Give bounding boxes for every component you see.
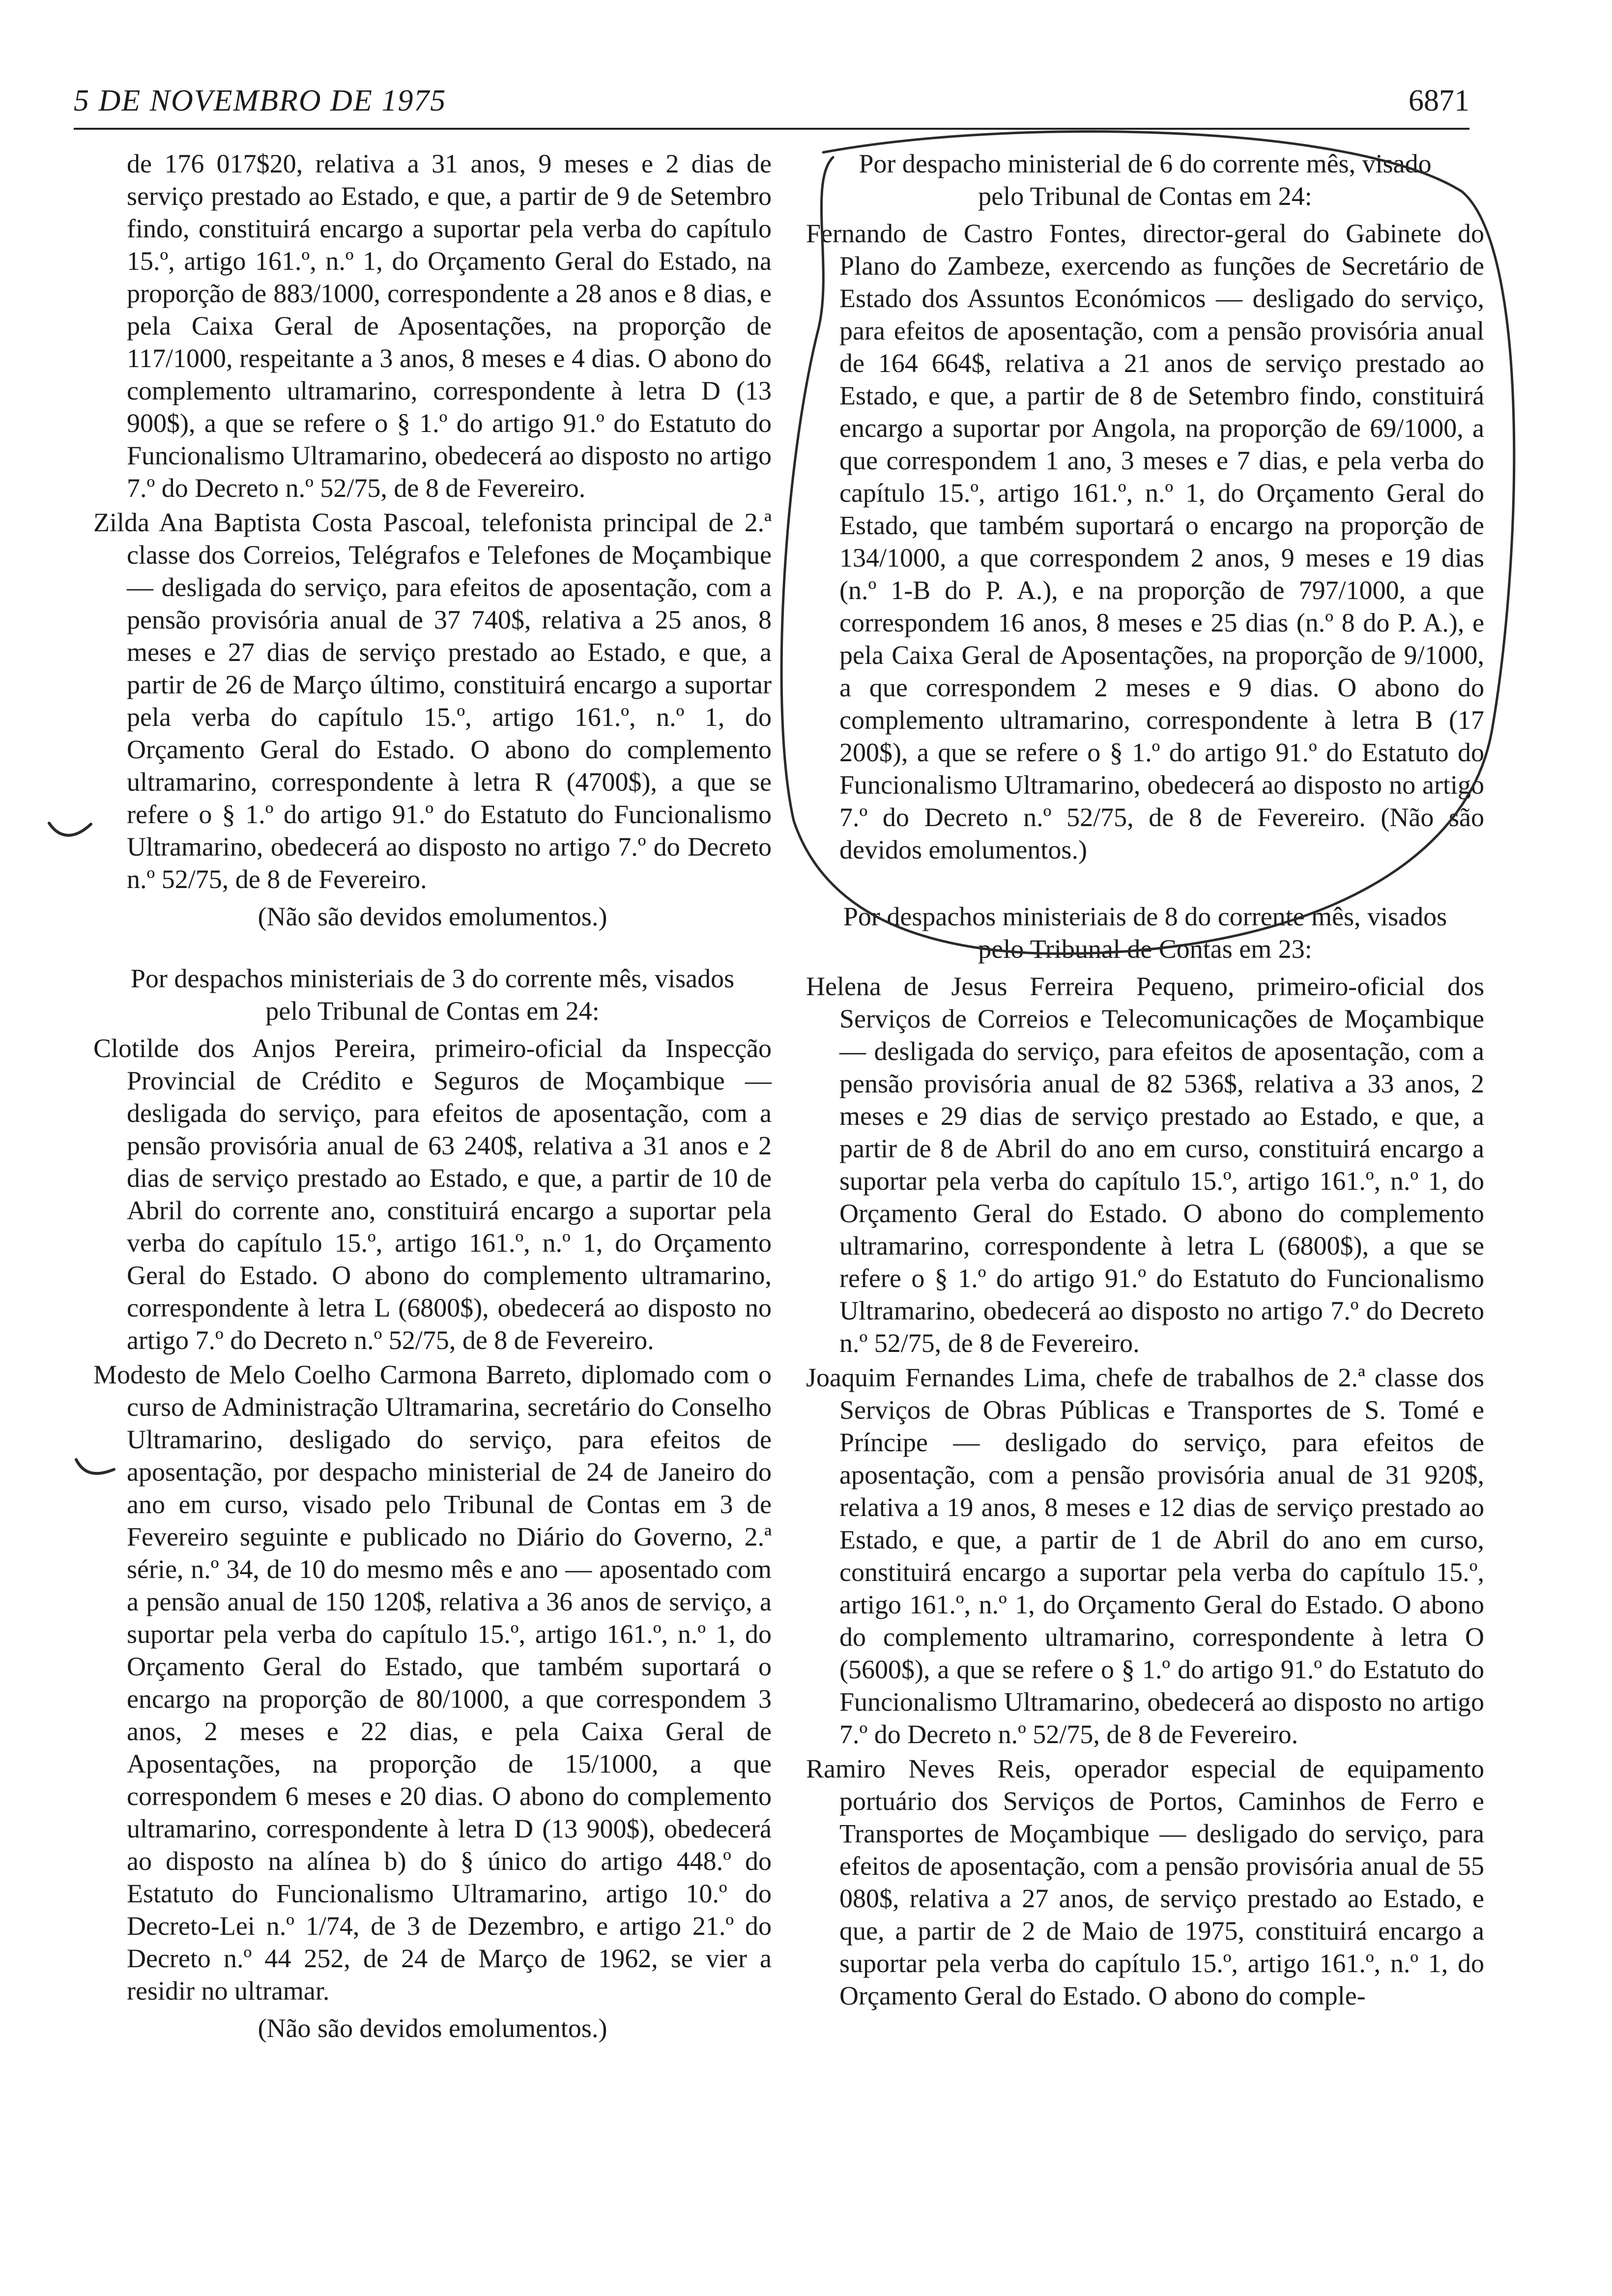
entry-clotilde-pereira: Clotilde dos Anjos Pereira, primeiro-oficial da Inspecção Provincial de Crédito e Seguros de Moçambique — desligada do serviço, para efeitos de aposentação, com a pensão provisória anual de 63 240$, relativa a 31 anos e 2 dias de serviço prestado ao Estado, e que, a partir de 10 de Abril do corrente ano, constituirá encargo a suportar pela verba do capítulo 15.º, artigo 161.º, n.º 1, do Orçamento Geral do Estado. O abono do complemento ultramarino, correspondente à letra L (6800$), obedecerá ao disposto no artigo 7.º do Decreto n.º 52/75, de 8 de Fevereiro. bbox=[93, 1033, 772, 1355]
entry-zilda-pascoal: Zilda Ana Baptista Costa Pascoal, telefonista principal de 2.ª classe dos Correios, Telégrafos e Telefones de Moçambique — desligada do serviço, para efeitos de aposentação, com a pensão provisória anual de 37 740$, relativa a 25 anos, 8 meses e 27 dias de serviço prestado ao Estado, e que, a partir de 26 de Março último, constituirá encargo a suportar pela verba do capítulo 15.º, artigo 161.º, n.º 1, do Orçamento Geral do Estado. O abono do complemento ultramarino, correspondente à letra R (4700$), a que se refere o § 1.º do artigo 91.º do Estatuto do Funcionalismo Ultramarino, obedecerá ao disposto no artigo 7.º do Decreto n.º 52/75, de 8 de Fevereiro. bbox=[93, 508, 772, 894]
entry-fernando-fontes: Fernando de Castro Fontes, director-geral do Gabinete do Plano do Zambeze, exercendo as funções de Secretário de Estado dos Assuntos Económicos — desligado do serviço, para efeitos de aposentação, com a pensão provisória anual de 164 664$, relativa a 21 anos de serviço prestado ao Estado, e que, a partir de 8 de Setembro findo, constituirá encargo a suportar por Angola, na proporção de 69/1000, a que correspondem 1 ano, 3 meses e 7 dias, e pela verba do capítulo 15.º, artigo 161.º, n.º 1, do Orçamento Geral do Estado, que também suportará o encargo na proporção de 134/1000, a que correspondem 2 anos, 9 meses e 19 dias (n.º 1-B do P. A.), e na proporção de 797/1000, a que correspondem 16 anos, 8 meses e 25 dias (n.º 8 do P. A.), e pela Caixa Geral de Aposentações, na proporção de 9/1000, a que correspondem 2 meses e 9 dias. O abono do complemento ultramarino, correspondente à letra B (17 200$), a que se refere o § 1.º do artigo 91.º do Estatuto do Funcionalismo Ultramarino, obedecerá ao disposto no artigo 7.º do Decreto n.º 52/75, de 8 de Fevereiro. (Não são devidos emolumentos.) bbox=[806, 219, 1484, 864]
entry-modesto-barreto: Modesto de Melo Coelho Carmona Barreto, diplomado com o curso de Administração Ultramarina, secretário do Conselho Ultramarino, desligado do serviço, para efeitos de aposentação, por despacho ministerial de 24 de Janeiro do ano em curso, visado pelo Tribunal de Contas em 3 de Fevereiro seguinte e publicado no Diário do Governo, 2.ª série, n.º 34, de 10 do mesmo mês e ano — aposentado com a pensão anual de 150 120$, relativa a 36 anos de serviço, a suportar pela verba do capítulo 15.º, artigo 161.º, n.º 1, do Orçamento Geral do Estado, que também suportará o encargo na proporção de 80/1000, a que correspondem 3 anos, 2 meses e 22 dias, e pela Caixa Geral de Aposentações, na proporção de 15/1000, a que correspondem 6 meses e 20 dias. O abono do complemento ultramarino, correspondente à letra D (13 900$), obedecerá ao disposto na alínea b) do § único do artigo 448.º do Estatuto do Funcionalismo Ultramarino, artigo 10.º do Decreto-Lei n.º 1/74, de 3 de Dezembro, e artigo 21.º do Decreto n.º 44 252, de 24 de Março de 1962, se vier a residir no ultramar. bbox=[93, 1360, 772, 2006]
page-header bbox=[74, 74, 1469, 130]
entry-ramiro-reis: Ramiro Neves Reis, operador especial de equipamento portuário dos Serviços de Portos, Caminhos de Ferro e Transportes de Moçambique — desligado do serviço, para efeitos de aposentação, com a pensão provisória anual de 55 080$, relativa a 27 anos, de serviço prestado ao Estado, e que, a partir de 2 de Maio de 1975, constituirá encargo a suportar pela verba do capítulo 15.º, artigo 161.º, n.º 1, do Orçamento Geral do Estado. O abono do comple- bbox=[806, 1754, 1484, 2010]
dispatch-heading: Por despachos ministeriais de 8 do corrente mês, visados pelo Tribunal de Contas em 23: bbox=[843, 902, 1447, 964]
paragraph-continuation: de 176 017$20, relativa a 31 anos, 9 meses e 2 dias de serviço prestado ao Estado, e que, a partir de 9 de Setembro findo, constituirá encargo a suportar pela verba do capítulo 15.º, artigo 161.º, n.º 1, do Orçamento Geral do Estado, na proporção de 883/1000, correspondente a 28 anos e 8 dias, e pela Caixa Geral de Aposentações, na proporção de 117/1000, respeitante a 3 anos, 8 meses e 4 dias. O abono do complemento ultramarino, correspondente à letra D (13 900$), a que se refere o § 1.º do artigo 91.º do Estatuto do Funcionalismo Ultramarino, obedecerá ao disposto no artigo 7.º do Decreto n.º 52/75, de 8 de Fevereiro. bbox=[127, 149, 772, 503]
right-column bbox=[806, 147, 1484, 2014]
left-column bbox=[93, 147, 772, 2074]
margin-tick-mark bbox=[47, 818, 96, 848]
emolument-notice: (Não são devidos emolumentos.) bbox=[258, 2013, 607, 2043]
entry-helena-pequeno: Helena de Jesus Ferreira Pequeno, primeiro-oficial dos Serviços de Correios e Telecomunicações de Moçambique — desligada do serviço, para efeitos de aposentação, com a pensão provisória anual de 82 536$, relativa a 33 anos, 2 meses e 29 dias de serviço prestado ao Estado, e que, a partir de 8 de Abril do ano em curso, constituirá encargo a suportar pela verba do capítulo 15.º, artigo 161.º, n.º 1, do Orçamento Geral do Estado. O abono do complemento ultramarino, correspondente à letra L (6800$), a que se refere o § 1.º do artigo 91.º do Estatuto do Funcionalismo Ultramarino, obedecerá ao disposto no artigo 7.º do Decreto n.º 52/75, de 8 de Fevereiro. bbox=[806, 972, 1484, 1358]
dispatch-heading: Por despacho ministerial de 6 do corrente mês, visado pelo Tribunal de Contas em 24: bbox=[859, 149, 1432, 211]
header-date: 5 DE NOVEMBRO DE 1975 bbox=[74, 84, 447, 117]
entry-joaquim-lima: Joaquim Fernandes Lima, chefe de trabalhos de 2.ª classe dos Serviços de Obras Públicas e Transportes de S. Tomé e Príncipe — desligado do serviço, para efeitos de aposentação, com a pensão provisória anual de 31 920$, relativa a 19 anos, 8 meses e 12 dias de serviço prestado ao Estado, e que, a partir de 1 de Abril do ano em curso, constituirá encargo a suportar pela verba do capítulo 15.º, artigo 161.º, n.º 1, do Orçamento Geral do Estado. O abono do complemento ultramarino, correspondente à letra O (5600$), a que se refere o § 1.º do artigo 91.º do Estatuto do Funcionalismo Ultramarino, obedecerá ao disposto no artigo 7.º do Decreto n.º 52/75, de 8 de Fevereiro. bbox=[806, 1363, 1484, 1749]
emolument-notice: (Não são devidos emolumentos.) bbox=[258, 902, 607, 931]
dispatch-heading: Por despachos ministeriais de 3 do corrente mês, visados pelo Tribunal de Contas em 24: bbox=[130, 964, 735, 1026]
page-number: 6871 bbox=[1409, 84, 1469, 117]
